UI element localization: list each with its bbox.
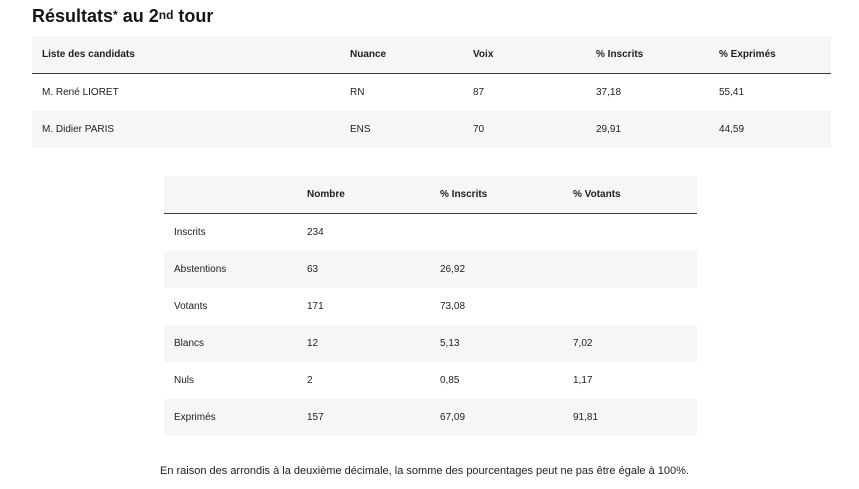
candidate-pct-exprimes: 44,59 (719, 124, 745, 135)
stat-pct-inscrits: 67,09 (440, 412, 466, 423)
header-nombre: Nombre (297, 176, 430, 214)
stat-label: Abstentions (174, 264, 227, 275)
stat-pct-inscrits: 26,92 (440, 264, 466, 275)
candidate-name: M. Didier PARIS (42, 124, 115, 135)
stat-label: Blancs (174, 338, 205, 349)
title-asterisk: * (113, 8, 118, 22)
stat-nombre: 63 (307, 264, 319, 275)
candidate-nuance: RN (350, 87, 365, 98)
header-pct-inscrits: % Inscrits (430, 176, 563, 214)
stat-pct-inscrits: 5,13 (440, 338, 460, 349)
candidate-voix: 70 (473, 124, 485, 135)
title-ordinal-suffix: nd (158, 8, 174, 22)
stat-pct-votants (563, 214, 697, 252)
candidate-name: M. René LIORET (42, 87, 119, 98)
stat-pct-votants: 1,17 (573, 375, 593, 386)
stat-pct-inscrits: 73,08 (440, 301, 466, 312)
stat-label: Inscrits (174, 227, 206, 238)
page-title (32, 3, 213, 31)
stat-nombre: 12 (307, 338, 319, 349)
stat-nombre: 2 (307, 375, 313, 386)
stat-pct-votants: 91,81 (573, 412, 599, 423)
stat-nombre: 171 (307, 301, 324, 312)
table-row (164, 399, 697, 436)
header-nuance: Nuance (340, 36, 463, 74)
stat-nombre: 234 (307, 227, 324, 238)
stat-pct-votants (563, 251, 697, 288)
table-row (164, 325, 697, 362)
stat-label: Exprimés (174, 412, 216, 423)
header-pct-inscrits: % Inscrits (586, 36, 709, 74)
candidates-header-row (32, 36, 831, 74)
table-row (164, 362, 697, 399)
stat-pct-inscrits: 0,85 (440, 375, 460, 386)
candidate-pct-inscrits: 29,91 (596, 124, 622, 135)
rounding-footnote: En raison des arrondis à la deuxième décimale, la somme des pourcentages peut ne pas être égale à 100%. (160, 465, 689, 477)
header-liste-des-candidats: Liste des candidats (32, 36, 340, 74)
title-main: Résultats (32, 6, 114, 26)
stat-nombre: 157 (307, 412, 324, 423)
stat-label: Nuls (174, 375, 195, 386)
table-row (32, 74, 831, 112)
stats-table (164, 176, 697, 436)
stat-label: Votants (174, 301, 208, 312)
candidate-voix: 87 (473, 87, 485, 98)
stat-pct-inscrits (430, 214, 563, 252)
header-empty (164, 176, 297, 214)
table-row (164, 251, 697, 288)
title-mid: au 2 (117, 6, 159, 26)
stat-pct-votants (563, 288, 697, 325)
header-pct-exprimes: % Exprimés (709, 36, 831, 74)
table-row (164, 214, 697, 252)
candidate-pct-exprimes: 55,41 (719, 87, 745, 98)
header-voix: Voix (463, 36, 586, 74)
table-row (164, 288, 697, 325)
candidates-table (32, 36, 831, 148)
title-end: tour (173, 6, 214, 26)
stat-pct-votants: 7,02 (573, 338, 593, 349)
candidate-nuance: ENS (350, 124, 371, 135)
stats-header-row (164, 176, 697, 214)
table-row (32, 111, 831, 148)
header-pct-votants: % Votants (563, 176, 697, 214)
candidate-pct-inscrits: 37,18 (596, 87, 622, 98)
